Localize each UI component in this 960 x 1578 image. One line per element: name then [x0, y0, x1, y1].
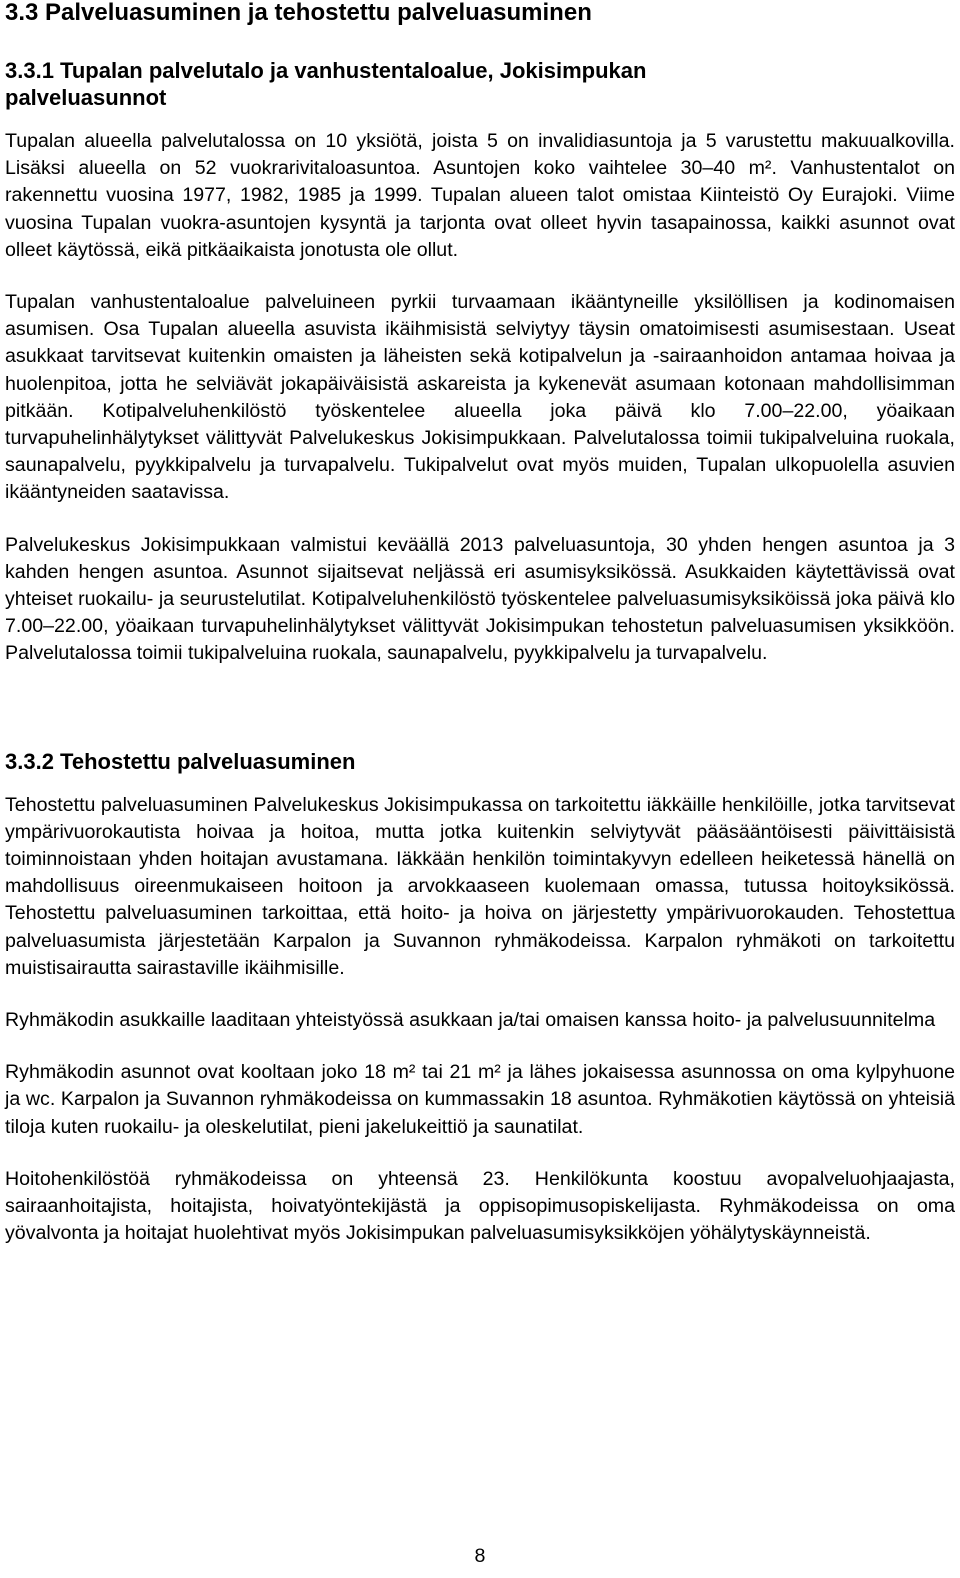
paragraph-vanhustentaloalue: Tupalan vanhustentaloalue palveluineen pyrkii turvaamaan ikääntyneille yksilöllisen ja kodinomaisen asumisen. Osa Tupalan alueella asuvista ikäihmisistä selviytyy täysin omatoimisesti asumisestaan. Useat asukkaat tarvitsevat kuitenkin omaisten ja läheisten sekä kotipalvelun ja -sairaanhoidon antamaa hoivaa ja huolenpitoa, jotta he selviävät jokapäiväisistä askareista ja kykenevät asumaan kotonaan mahdollisimman pitkään. Kotipalveluhenkilöstö työskentelee alueella joka päivä klo 7.00–22.00, yöaikaan turvapuhelinhälytykset välittyvät Palvelukeskus Jokisimpukkaan. Palvelutalossa toimii tukipalveluina ruokala, saunapalvelu, pyykkipalvelu ja turvapalvelu. Tukipalvelut ovat myös muiden, Tupalan ulkopuolella asuvien ikääntyneiden saatavissa. [5, 291, 955, 504]
subsection-title-3-3-1: 3.3.1 Tupalan palvelutalo ja vanhustentaloalue, Jokisimpukan palveluasunnot [5, 58, 647, 110]
subsection-title-3-3-2: 3.3.2 Tehostettu palveluasuminen [5, 748, 356, 774]
paragraph-hoitosuunnitelma: Ryhmäkodin asukkaille laaditaan yhteistyössä asukkaan ja/tai omaisen kanssa hoito- ja palvelusuunnitelma [5, 1009, 936, 1032]
paragraph-palvelukeskus: Palvelukeskus Jokisimpukkaan valmistui keväällä 2013 palveluasuntoja, 30 yhden hengen asuntoa ja 3 kahden hengen asuntoa. Asunnot sijaitsevat neljässä eri asumisyksikössä. Asukkaiden käytettävissä ovat yhteiset ruokailu- ja seurustelutilat. Kotipalveluhenkilöstö työskentelee palveluasumisyksiköissä joka päivä klo 7.00–22.00, yöaikaan turvapuhelinhälytykset välittyvät Jokisimpukan tehostetun palveluasumisen yksikköön. Palvelutalossa toimii tukipalveluina ruokala, saunapalvelu, pyykkipalvelu ja turvapalvelu. [5, 533, 955, 665]
paragraph-ryhmakodin-asunnot: Ryhmäkodin asunnot ovat kooltaan joko 18 m² tai 21 m² ja lähes jokaisessa asunnossa on oma kylpyhuone ja wc. Karpalon ja Suvannon ryhmäkodeissa on kummassakin 18 asuntoa. Ryhmäkotien käytössä on yhteisiä tiloja kuten ruokailu- ja oleskelutilat, pieni jakelukeittiö ja saunatilat. [5, 1061, 955, 1138]
paragraph-tehostettu: Tehostettu palveluasuminen Palvelukeskus Jokisimpukassa on tarkoitettu iäkkäille henkilöille, jotka tarvitsevat ympärivuorokautista hoivaa ja hoitoa, mutta jotka kuitenkin selviytyvät pääsääntöisesti päivittäisistä toiminnoistaan yhden hoitajan avustamana. Iäkkään henkilön toimintakyvyn edelleen heiketessä hänellä on mahdollisuus oireenmukaiseen hoitoon ja arvokkaaseen kuolemaan omassa, tutussa hoitoyksikössä. Tehostettu palveluasuminen tarkoittaa, että hoito- ja hoiva on järjestetty ympärivuorokauden. Tehostettua palveluasumista järjestetään Karpalon ja Suvannon ryhmäkodeissa. Karpalon ryhmäkoti on tarkoitettu muistisairautta sairastaville ikäihmisille. [5, 793, 955, 979]
section-title: 3.3 Palveluasuminen ja tehostettu palveluasuminen [5, 0, 592, 26]
page-number: 8 [474, 1545, 486, 1567]
paragraph-tupalan-alueella: Tupalan alueella palvelutalossa on 10 yksiötä, joista 5 on invalidiasuntoja ja 5 varustettu makuualkovilla. Lisäksi alueella on 52 vuokrarivitaloasuntoa. Asuntojen koko vaihtelee 30–40 m². Vanhustentalot on rakennettu vuosina 1977, 1982, 1985 ja 1999. Tupalan alueen talot omistaa Kiinteistö Oy Eurajoki. Viime vuosina Tupalan vuokra-asuntojen kysyntä ja tarjonta ovat olleet hyvin tasapainossa, kaikki asunnot ovat olleet käytössä, eikä pitkäaikaista jonotusta ole ollut. [5, 130, 955, 261]
paragraph-hoitohenkilosto: Hoitohenkilöstöä ryhmäkodeissa on yhteensä 23. Henkilökunta koostuu avopalveluohjaajasta, sairaanhoitajista, hoitajista, hoivatyöntekijästä ja oppisopimusopiskelijasta. Ryhmäkodeissa on oma yövalvonta ja hoitajat huolehtivat myös Jokisimpukan palveluasumisyksikköjen yöhälytyskäynneistä. [5, 1167, 955, 1245]
document-page [5, 0, 955, 1248]
